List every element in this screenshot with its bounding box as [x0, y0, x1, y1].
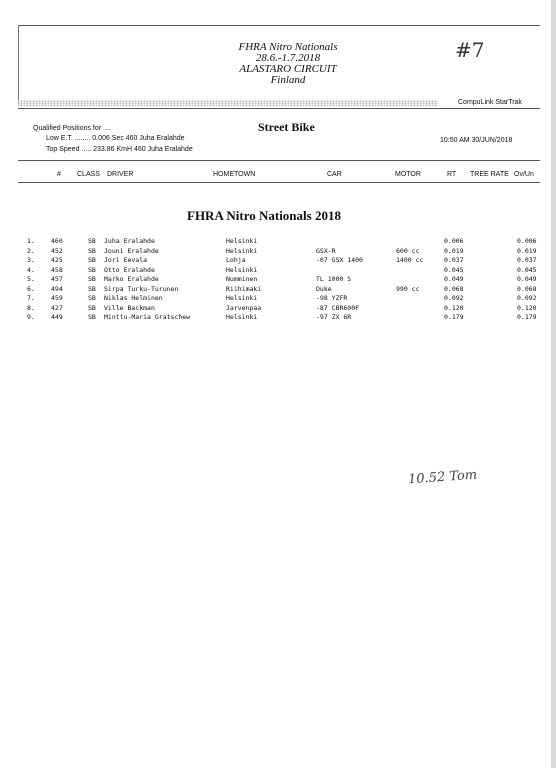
table-row [0, 284, 556, 294]
result-motor: 600 cc [396, 246, 420, 255]
result-class: SB [88, 246, 96, 255]
result-number: 452 [51, 246, 63, 255]
result-driver: Niklas Helminen [104, 294, 163, 302]
result-car: -87 CBR600F [316, 303, 360, 312]
result-rt: 0.179 [444, 313, 464, 321]
result-position: 2. [27, 246, 35, 255]
country-name: Finland [270, 74, 306, 86]
result-class: SB [88, 294, 96, 302]
result-car: -97 ZX 6R [316, 313, 352, 321]
result-rt: 0.049 [444, 275, 464, 283]
col-car: CAR [327, 171, 342, 178]
result-ov-un: 0.019 [517, 246, 537, 255]
brand-label: CompuLink StarTrak [458, 99, 522, 106]
col-ov-un: Ov/Un [514, 171, 534, 178]
result-motor: 1400 cc [396, 256, 424, 264]
result-car: -98 YZFR [316, 294, 348, 302]
result-hometown: Helsinki [226, 265, 258, 274]
result-hometown: Numminen [226, 275, 258, 283]
page-edge-shadow [551, 0, 556, 768]
result-hometown: Riihimaki [226, 284, 262, 293]
result-number: 449 [51, 313, 63, 321]
result-ov-un: 0.120 [517, 303, 537, 312]
result-number: 425 [51, 256, 63, 264]
col-number: # [57, 171, 61, 178]
handwritten-note: 10.52 Tom [407, 467, 478, 488]
col-class: CLASS [77, 171, 100, 178]
left-rule [18, 25, 19, 105]
result-number: 459 [51, 294, 63, 302]
col-driver: DRIVER [107, 171, 134, 178]
result-ov-un: 0.068 [517, 284, 537, 293]
result-driver: Jori Eevala [104, 256, 148, 264]
result-position: 3. [27, 256, 35, 264]
column-top-rule [18, 160, 540, 161]
result-position: 4. [27, 265, 35, 274]
result-driver: Ville Backman [104, 303, 155, 312]
result-motor: 990 cc [396, 284, 420, 293]
result-hometown: Helsinki [226, 246, 258, 255]
result-rt: 0.092 [444, 294, 464, 302]
result-car: Duke [316, 284, 332, 293]
result-rt: 0.037 [444, 256, 464, 264]
result-driver: Otto Eralahde [104, 265, 155, 274]
result-position: 5. [27, 275, 35, 283]
result-number: 460 [51, 237, 63, 245]
result-class: SB [88, 275, 96, 283]
result-position: 7. [27, 294, 35, 302]
col-tree-rate: TREE RATE [470, 171, 509, 178]
result-rt: 0.006 [444, 237, 464, 245]
result-rt: 0.019 [444, 246, 464, 255]
top-rule [18, 25, 540, 26]
table-row [0, 303, 556, 313]
result-position: 6. [27, 284, 35, 293]
col-motor: MOTOR [395, 171, 421, 178]
table-row [0, 255, 556, 265]
result-class: SB [88, 265, 96, 274]
low-et-line: Low E.T. ........ 0.006 Sec 460 Juha Eralahde [46, 135, 185, 142]
result-position: 9. [27, 313, 35, 321]
result-class: SB [88, 256, 96, 264]
result-driver: Sirpa Turku-Turunen [104, 284, 179, 293]
table-row [0, 312, 556, 322]
event-name: FHRA Nitro Nationals [238, 41, 338, 53]
qualified-label: Qualified Positions for .... [33, 125, 111, 132]
header-rule [18, 108, 540, 109]
result-hometown: Lohja [226, 256, 246, 264]
result-class: SB [88, 237, 96, 245]
result-car: TL 1000 S [316, 275, 352, 283]
event-dates: 28.6.-1.7.2018 [255, 52, 321, 64]
result-driver: Jouni Eralahde [104, 246, 159, 255]
result-driver: Minttu-Maria Gratschew [104, 313, 191, 321]
result-rt: 0.120 [444, 303, 464, 312]
result-position: 1. [27, 237, 35, 245]
result-class: SB [88, 313, 96, 321]
column-bottom-rule [18, 182, 540, 183]
result-rt: 0.045 [444, 265, 464, 274]
result-car: -07 GSX 1400 [316, 256, 363, 264]
result-rt: 0.068 [444, 284, 464, 293]
timestamp: 10:50 AM 30/JUN/2018 [440, 137, 513, 144]
section-title: FHRA Nitro Nationals 2018 [187, 208, 341, 223]
result-class: SB [88, 303, 96, 312]
table-row [0, 246, 556, 256]
result-hometown: Helsinki [226, 313, 258, 321]
col-hometown: HOMETOWN [213, 171, 256, 178]
class-title: Street Bike [258, 120, 315, 134]
result-driver: Juha Eralahde [104, 237, 155, 245]
result-class: SB [88, 284, 96, 293]
result-number: 458 [51, 265, 63, 274]
dotted-band [18, 100, 438, 106]
result-ov-un: 0.037 [517, 256, 537, 264]
result-number: 427 [51, 303, 63, 312]
result-position: 8. [27, 303, 35, 312]
result-ov-un: 0.049 [517, 275, 537, 283]
result-hometown: Jarvenpaa [226, 303, 262, 312]
col-rt: RT [447, 171, 457, 178]
result-car: GSX-R [316, 246, 336, 255]
result-number: 494 [51, 284, 63, 293]
top-speed-line: Top Speed ..... 233.86 KmH 460 Juha Eralahde [46, 146, 193, 153]
result-number: 457 [51, 275, 63, 283]
table-row [0, 274, 556, 284]
handwritten-number: #7 [455, 38, 485, 62]
table-row [0, 293, 556, 303]
result-hometown: Helsinki [226, 294, 258, 302]
circuit-name: ALASTARO CIRCUIT [239, 63, 337, 75]
result-ov-un: 0.092 [517, 294, 537, 302]
table-row [0, 265, 556, 275]
result-hometown: Helsinki [226, 237, 258, 245]
result-ov-un: 0.045 [517, 265, 537, 274]
result-ov-un: 0.179 [517, 313, 537, 321]
result-ov-un: 0.006 [517, 237, 537, 245]
result-driver: Marko Eralahde [104, 275, 159, 283]
table-row [0, 236, 556, 246]
